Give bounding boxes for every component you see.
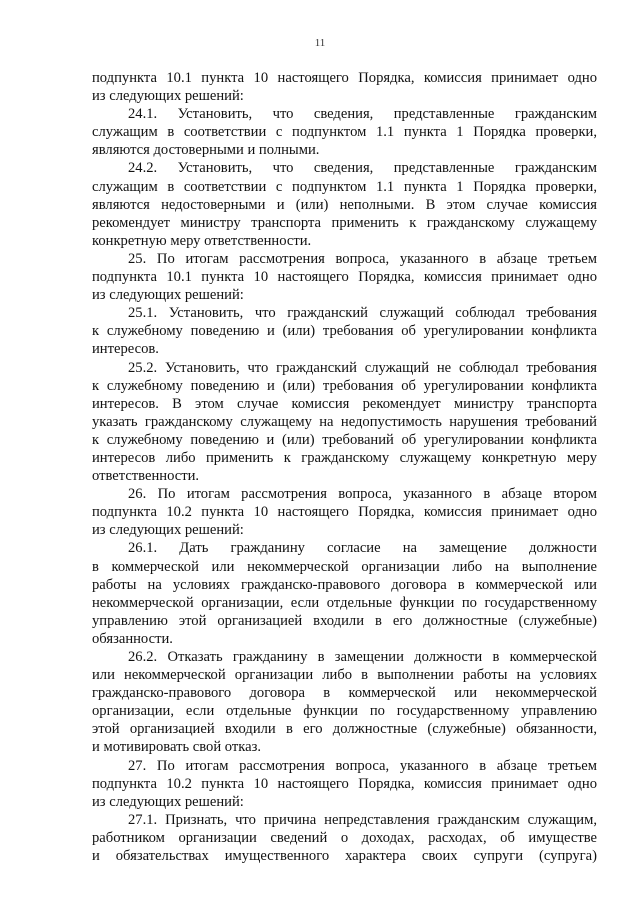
paragraph-26-1 <box>92 539 597 648</box>
text-line: 26. По итогам рассмотрения вопроса, указанного в абзаце втором <box>128 486 597 503</box>
text-line: в коммерческой или некоммерческой организации либо на выполнение <box>92 558 597 575</box>
text-line: гражданско-правового договора в коммерческой или некоммерческой <box>92 685 597 702</box>
paragraph-intro <box>92 69 597 105</box>
text-line: являются достоверными и полными. <box>92 142 320 159</box>
text-line: из следующих решений: <box>92 287 244 304</box>
text-line: некоммерческой организации, если отдельные функции по государственному <box>92 594 597 611</box>
text-line: рекомендует министру транспорта применить к гражданскому служащему <box>92 214 597 231</box>
text-line: работы на условиях гражданско-правового договора в коммерческой или <box>92 576 597 593</box>
text-line: 24.1. Установить, что сведения, представленные гражданским <box>128 106 597 123</box>
text-line: интересов либо применить к гражданскому служащему конкретную меру <box>92 449 597 466</box>
text-line: 26.2. Отказать гражданину в замещении должности в коммерческой <box>128 649 597 665</box>
text-line: к служебному поведению и (или) требования об урегулировании конфликта <box>92 377 597 394</box>
text-line: или некоммерческой организации либо в выполнении работы на условиях <box>92 667 597 684</box>
text-line: из следующих решений: <box>92 88 244 105</box>
text-line: подпункта 10.1 пункта 10 настоящего Порядка, комиссия принимает одно <box>92 269 597 286</box>
text-line: ответственности. <box>92 468 200 485</box>
text-line: этой организацией входили в его должностные (служебные) обязанности, <box>92 721 597 738</box>
text-line: к служебному поведению и (или) требований об урегулировании конфликта <box>92 431 597 448</box>
text-line: 25.2. Установить, что гражданский служащий не соблюдал требования <box>128 359 597 376</box>
text-line: конкретную меру ответственности. <box>92 232 312 249</box>
text-line: 27.1. Признать, что причина непредставления гражданским служащим, <box>128 811 597 828</box>
text-line: работником организации сведений о доходах, расходах, об имуществе <box>92 829 597 846</box>
text-line: указать гражданскому служащему на недопустимость нарушения требований <box>92 413 597 430</box>
text-line: 25.1. Установить, что гражданский служащий соблюдал требования <box>128 305 597 322</box>
paragraph-24-2 <box>92 159 597 249</box>
paragraph-26-2 <box>92 648 597 757</box>
text-line: к служебному поведению и (или) требования об урегулировании конфликта <box>92 323 597 340</box>
text-line: служащим в соответствии с подпунктом 1.1 пункта 1 Порядка проверки, <box>92 124 597 141</box>
text-line: из следующих решений: <box>92 522 244 539</box>
paragraph-25 <box>92 250 597 304</box>
text-line: 25. По итогам рассмотрения вопроса, указанного в абзаце третьем <box>128 250 597 267</box>
text-line: подпункта 10.2 пункта 10 настоящего Порядка, комиссия принимает одно <box>92 504 597 521</box>
text-line: 24.2. Установить, что сведения, представленные гражданским <box>128 160 597 177</box>
text-line: и обязательствах имущественного характера своих супруги (супруга) <box>92 848 597 865</box>
paragraph-26 <box>92 485 597 539</box>
text-line: из следующих решений: <box>92 793 244 810</box>
text-line: служащим в соответствии с подпунктом 1.1 пункта 1 Порядка проверки, <box>92 178 597 195</box>
paragraph-27 <box>92 757 597 811</box>
page-number: 11 <box>314 37 326 49</box>
text-line: интересов. В этом случае комиссия рекомендует министру транспорта <box>92 395 597 412</box>
document-body <box>92 69 597 865</box>
paragraph-25-2 <box>92 359 597 486</box>
paragraph-24-1 <box>92 105 597 159</box>
paragraph-27-1 <box>92 811 597 865</box>
text-line: являются недостоверными и (или) неполными. В этом случае комиссия <box>92 196 597 213</box>
text-line: подпункта 10.2 пункта 10 настоящего Порядка, комиссия принимает одно <box>92 775 597 792</box>
text-line: 27. По итогам рассмотрения вопроса, указанного в абзаце третьем <box>128 757 597 774</box>
text-line: подпункта 10.1 пункта 10 настоящего Порядка, комиссия принимает одно <box>92 70 597 86</box>
paragraph-25-1 <box>92 304 597 358</box>
text-line: 26.1. Дать гражданину согласие на замещение должности <box>128 540 597 557</box>
text-line: и мотивировать свой отказ. <box>92 739 262 756</box>
text-line: управлению этой организацией входили в его должностные (служебные) <box>92 612 597 629</box>
text-line: организации, если отдельные функции по государственному управлению <box>92 703 597 720</box>
text-line: интересов. <box>92 341 159 358</box>
text-line: обязанности. <box>92 630 173 647</box>
